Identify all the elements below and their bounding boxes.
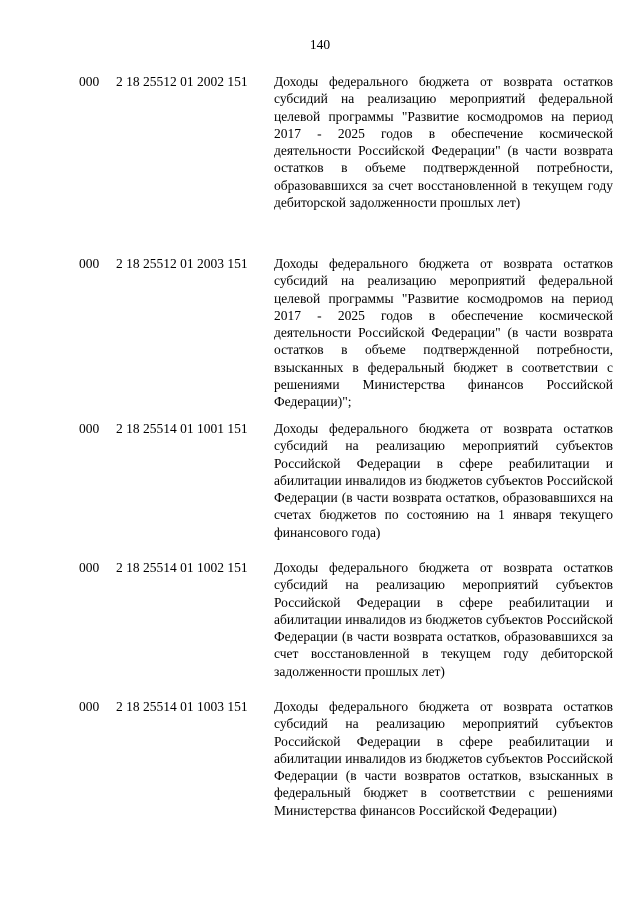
admin-code: 000: [79, 256, 100, 271]
admin-code: 000: [79, 560, 100, 575]
budget-classification-code: 2 18 25512 01 2002 151: [116, 74, 248, 89]
entry-description: Доходы федерального бюджета от возврата остатков субсидий на реализацию мероприятий субъектов Российской Федерации в сфере реабилитации и абилитации инвалидов из бюджетов субъектов Российской Федерации (в части возвратов остатков, взысканных в федеральный бюджет в соответствии с решениями Министерства финансов Российской Федерации): [274, 699, 613, 818]
budget-classification-code: 2 18 25514 01 1001 151: [116, 421, 248, 436]
admin-code: 000: [79, 421, 100, 436]
budget-classification-code: 2 18 25514 01 1002 151: [116, 560, 248, 575]
entry-description: Доходы федерального бюджета от возврата остатков субсидий на реализацию мероприятий федеральной целевой программы "Развитие космодромов на период 2017 - 2025 годов в обеспечение космической деятельности Российской Федерации" (в части возврата остатков в объеме подтвержденной потребности, образовавшихся за счет восстановленной в текущем году дебиторской задолженности прошлых лет): [274, 74, 613, 211]
budget-classification-code: 2 18 25512 01 2003 151: [116, 256, 248, 271]
entry-description: Доходы федерального бюджета от возврата остатков субсидий на реализацию мероприятий федеральной целевой программы "Развитие космодромов на период 2017 - 2025 годов в обеспечение космической деятельности Российской Федерации" (в части возврата остатков в объеме подтвержденной потребности, взысканных в федеральный бюджет в соответствии с решениями Министерства финансов Российской Федерации)";: [274, 256, 613, 410]
entry-description: Доходы федерального бюджета от возврата остатков субсидий на реализацию мероприятий субъектов Российской Федерации в сфере реабилитации и абилитации инвалидов из бюджетов субъектов Российской Федерации (в части возврата остатков, образовавшихся за счет восстановленной в текущем году дебиторской задолженности прошлых лет): [274, 560, 613, 679]
admin-code: 000: [79, 74, 100, 89]
page-number: 140: [309, 37, 331, 52]
budget-classification-code: 2 18 25514 01 1003 151: [116, 699, 248, 714]
entry-description: Доходы федерального бюджета от возврата остатков субсидий на реализацию мероприятий субъектов Российской Федерации в сфере реабилитации и абилитации инвалидов из бюджетов субъектов Российской Федерации (в части возврата остатков, образовавшихся на счетах бюджетов по состоянию на 1 января текущего финансового года): [274, 421, 613, 540]
admin-code: 000: [79, 699, 100, 714]
